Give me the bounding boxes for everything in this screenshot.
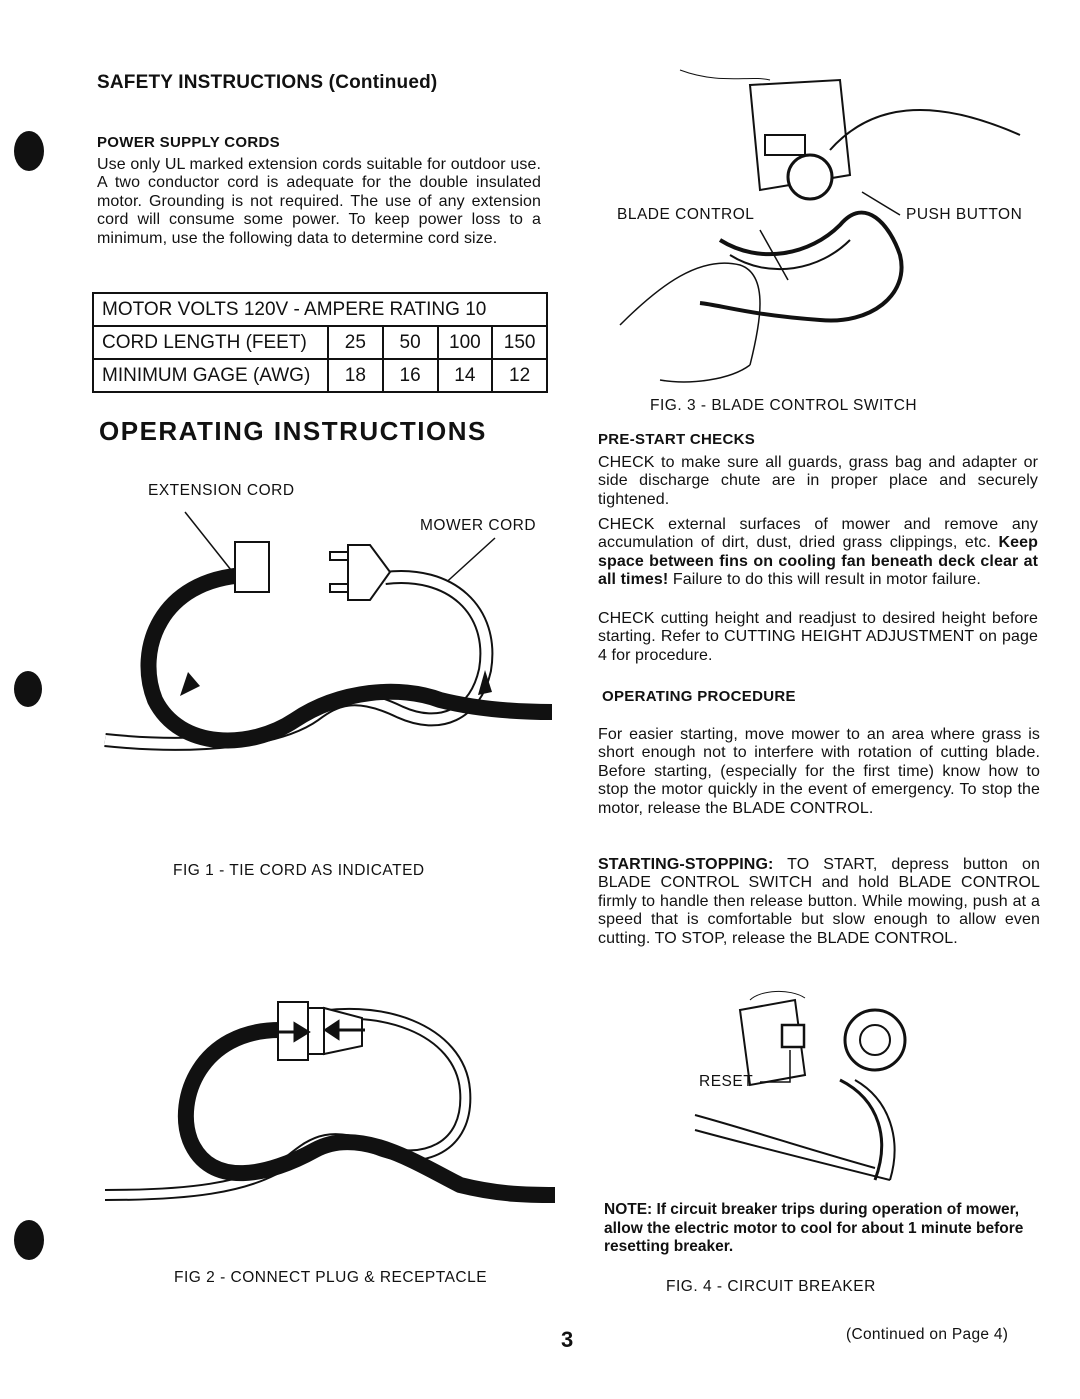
continued-note: (Continued on Page 4) (846, 1326, 1009, 1343)
table-label-length: CORD LENGTH (FEET) (102, 331, 307, 353)
prestart-check-2-warning: Keep space between fins on cooling fan beneath deck clear at all times! (598, 534, 1038, 589)
fig1-tie-cord-illustration (100, 500, 560, 770)
table-cell: 16 (382, 360, 437, 391)
table-cell: 14 (437, 360, 492, 391)
procedure-starting-stopping-text: TO START, depress button on BLADE CONTROL SWITCH and hold BLADE CONTROL firmly to handle then release button. While mowing, push at a speed that is comfortable but slow enough to allow even cutting. TO STOP, release the BLADE CONTROL. (598, 856, 1040, 947)
fig4-note: NOTE: If circuit breaker trips during operation of mower, allow the electric motor to cool for about 1 minute before resetting breaker. (604, 1201, 1024, 1255)
table-row-gage (94, 358, 546, 391)
table-cell: 25 (327, 327, 382, 358)
prestart-check-2-text-a: CHECK external surfaces of mower and remove any accumulation of dirt, dust, dried grass clippings, etc. (598, 516, 1038, 552)
procedure-starting-stopping-lead: STARTING-STOPPING: (598, 856, 774, 873)
heading-operating-procedure: OPERATING PROCEDURE (602, 688, 796, 705)
table-header: MOTOR VOLTS 120V - AMPERE RATING 10 (102, 298, 487, 320)
fig1-caption: FIG 1 - TIE CORD AS INDICATED (173, 862, 425, 879)
power-supply-text: Use only UL marked extension cords suitable for outdoor use. A two conductor cord is adequate for the double insulated motor. Grounding is not required. The use of any extension cord will consume some power. To keep power loss to a minimum, use the following data to determine cord size. (97, 156, 541, 247)
fig2-connect-plug-illustration (100, 990, 560, 1220)
binder-hole-bottom (14, 1220, 44, 1260)
fig3-caption: FIG. 3 - BLADE CONTROL SWITCH (650, 397, 918, 414)
heading-power-supply-cords: POWER SUPPLY CORDS (97, 134, 280, 151)
fig1-label-mower-cord: MOWER CORD (420, 517, 537, 534)
table-cell: 50 (382, 327, 437, 358)
binder-hole-middle (14, 671, 42, 707)
prestart-check-3: CHECK cutting height and readjust to desired height before starting. Refer to CUTTING HEIGHT ADJUSTMENT on page 4 for procedure. (598, 610, 1038, 664)
fig4-label-reset: RESET (699, 1073, 754, 1090)
prestart-check-2-text-c: Failure to do this will result in motor failure. (672, 571, 981, 589)
procedure-text-2 (598, 856, 1040, 948)
prestart-check-2 (598, 516, 1038, 590)
procedure-text-1: For easier starting, move mower to an area where grass is short enough not to interfere with rotation of cutting blade. Before starting, (especially for the first time) know how to stop the motor quickly in the event of emergency. To stop the motor, release the BLADE CONTROL. (598, 726, 1040, 817)
section-title-safety: SAFETY INSTRUCTIONS (Continued) (97, 72, 438, 93)
fig1-label-extension-cord: EXTENSION CORD (148, 482, 295, 499)
cord-size-table (92, 292, 548, 393)
heading-pre-start-checks: PRE-START CHECKS (598, 431, 756, 448)
prestart-check-1: CHECK to make sure all guards, grass bag and adapter or side discharge chute are in proper place and securely tightened. (598, 454, 1038, 508)
section-title-operating: OPERATING INSTRUCTIONS (99, 416, 487, 446)
table-cell: 18 (327, 360, 382, 391)
fig3-label-push-button: PUSH BUTTON (906, 206, 1023, 223)
table-cell: 12 (491, 360, 546, 391)
fig3-blade-control-illustration (600, 65, 1040, 395)
table-row-header (94, 294, 546, 325)
binder-hole-top (14, 131, 44, 171)
fig4-caption: FIG. 4 - CIRCUIT BREAKER (666, 1278, 876, 1295)
table-cell: 100 (437, 327, 492, 358)
table-cell: 150 (491, 327, 546, 358)
page-number: 3 (561, 1327, 574, 1352)
table-row-length (94, 325, 546, 358)
table-label-gage: MINIMUM GAGE (AWG) (102, 364, 311, 386)
fig3-label-blade-control: BLADE CONTROL (617, 206, 755, 223)
fig2-caption: FIG 2 - CONNECT PLUG & RECEPTACLE (174, 1269, 488, 1286)
